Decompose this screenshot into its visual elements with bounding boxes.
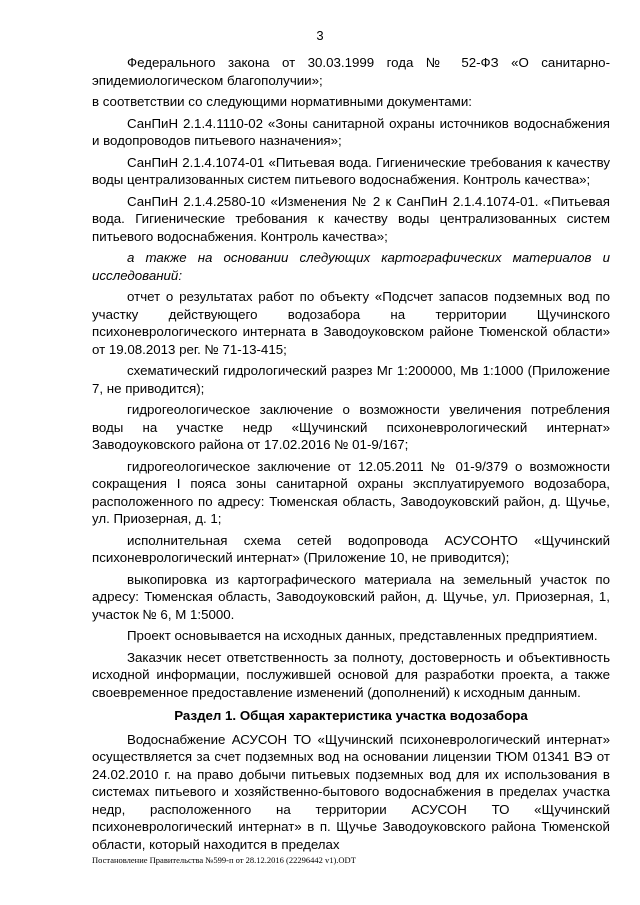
paragraph: Заказчик несет ответственность за полноту, достоверность и объективность исходной информации, послужившей основой для разработки проекта, а также своевременное предоставление изменений (дополнений) к исходным данным. xyxy=(92,649,610,700)
paragraph: отчет о результатах работ по объекту «Подсчет запасов подземных вод по участку действующего водозабора на территории Щучинского психоневрологического интерната в Заводоуковском районе Тюменской области» от 19.08.2013 рег. № 71-13-415; xyxy=(92,289,610,357)
paragraph: в соответствии со следующими нормативными документами: xyxy=(92,94,472,109)
section-paragraph: Водоснабжение АСУСОН ТО «Щучинский психоневрологический интернат» осуществляется за счет подземных вод на основании лицензии ТЮМ 01341 ВЭ от 24.02.2010 г. на право добычи питьевых подземных вод для их использования в системах питьевого и хозяйственно-бытового водоснабжения в пределах участка недр, расположенного на территории АСУСОН ТО «Щучинский психоневрологический интернат» в п. Щучье Заводоуковского района Тюменской области, который находится в пределах xyxy=(92,731,610,852)
document-body xyxy=(92,54,610,857)
page-footer: Постановление Правительства №599-п от 28.12.2016 (22296442 v1).ODT xyxy=(92,855,356,865)
page-number: 3 xyxy=(316,28,324,43)
paragraph: схематический гидрологический разрез Мг 1:200000, Мв 1:1000 (Приложение 7, не приводится); xyxy=(92,363,610,396)
paragraph: а также на основании следующих картографических материалов и исследований: xyxy=(92,250,610,283)
paragraph-list xyxy=(92,54,610,701)
paragraph: СанПиН 2.1.4.1110-02 «Зоны санитарной охраны источников водоснабжения и водопроводов питьевого назначения»; xyxy=(92,115,610,148)
paragraph: гидрогеологическое заключение о возможности увеличения потребления воды на участке недр «Щучинский психоневрологический интернат» Заводоуковского района от 17.02.2016 № 01-9/167; xyxy=(92,402,610,452)
paragraph: гидрогеологическое заключение от 12.05.2011 № 01-9/379 о возможности сокращения I пояса зоны санитарной охраны эксплуатируемого водозабора, расположенного по адресу: Тюменская область, Заводоуковский район, д. Щучье, ул. Приозерная, д. 1; xyxy=(92,458,610,526)
paragraph: исполнительная схема сетей водопровода АСУСОНТО «Щучинский психоневрологический интернат» (Приложение 10, не приводится); xyxy=(92,532,610,565)
section-heading: Раздел 1. Общая характеристика участка водозабора xyxy=(174,708,528,723)
paragraph: выкопировка из картографического материала на земельный участок по адресу: Тюменская область, Заводоуковский район, д. Щучье, ул. Приозерная, 1, участок № 6, М 1:5000. xyxy=(92,571,610,622)
paragraph: Федерального закона от 30.03.1999 года № 52-ФЗ «О санитарно-эпидемиологическом благополучии»; xyxy=(92,55,610,88)
paragraph: СанПиН 2.1.4.1074-01 «Питьевая вода. Гигиенические требования к качеству воды централизованных систем питьевого водоснабжения. Контроль качества»; xyxy=(92,154,610,187)
paragraph: Проект основывается на исходных данных, представленных предприятием. xyxy=(127,628,598,643)
paragraph: СанПиН 2.1.4.2580-10 «Изменения № 2 к СанПиН 2.1.4.1074-01. «Питьевая вода. Гигиенические требования к качеству воды централизованных систем питьевого водоснабжения. Контроль качества»; xyxy=(92,193,610,244)
